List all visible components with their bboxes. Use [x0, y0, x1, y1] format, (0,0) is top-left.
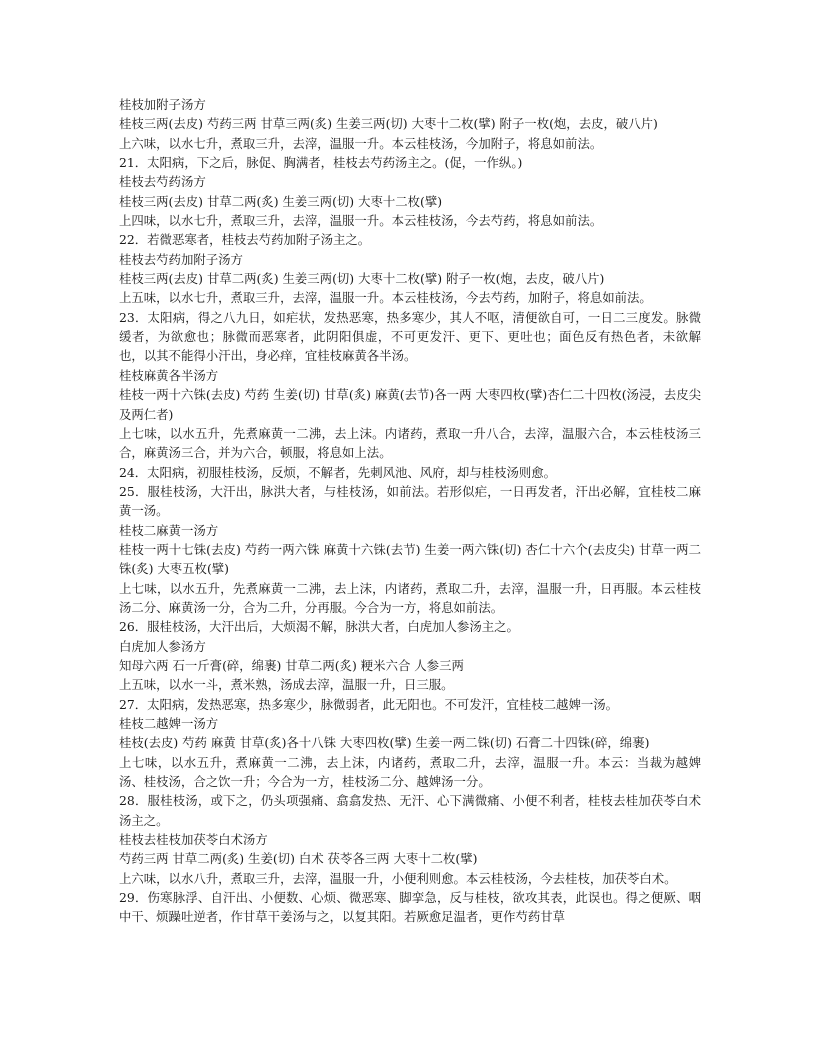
document-page — [119, 95, 701, 927]
clause-line: 24．太阳病，初服桂枝汤，反烦，不解者，先刺风池、风府，却与桂枝汤则愈。 — [119, 464, 557, 480]
instruction-line: 上六味，以水七升，煮取三升，去滓，温服一升。本云桂枝汤，今加附子，将息如前法。 — [119, 135, 603, 151]
ingredients-line: 桂枝(去皮) 芍药 麻黄 甘草(炙)各十八铢 大枣四枚(擘) 生姜一两二铢(切) 石膏二十四铢(碎，绵裹) — [119, 735, 650, 751]
instruction-line: 上七味，以水五升，煮麻黄一二沸，去上沫，内诸药，煮取二升，去滓，温服一升。本云：当裁为越婢汤、桂枝汤，合之饮一升；今合为一方，桂枝汤二分、越婢汤一分。 — [119, 754, 701, 790]
instruction-line: 上七味，以水五升，先煮麻黄一二沸，去上沫。内诸药，煮取一升八合，去滓，温服六合，本云桂枝汤三合，麻黄汤三合，并为六合，顿服，将息如上法。 — [119, 425, 701, 461]
instruction-line: 上七味，以水五升，先煮麻黄一二沸，去上沫，内诸药，煮取二升，去滓，温服一升，日再服。本云桂枝汤二分、麻黄汤一分，合为二升，分再服。今合为一方，将息如前法。 — [119, 580, 701, 615]
ingredients-line: 芍药三两 甘草二两(炙) 生姜(切) 白术 茯苓各三两 大枣十二枚(擘) — [119, 851, 478, 867]
ingredients-line: 桂枝一两十七铢(去皮) 芍药一两六铢 麻黄十六铢(去节) 生姜一两六铢(切) 杏仁十六个(去皮尖) 甘草一两二铢(炙) 大枣五枚(擘) — [119, 541, 701, 577]
clause-line: 22．若微恶寒者，桂枝去芍药加附子汤主之。 — [119, 232, 371, 248]
instruction-line: 上五味，以水一斗，煮米熟，汤成去滓，温服一升，日三服。 — [119, 677, 454, 693]
section-heading: 白虎加人参汤方 — [119, 638, 206, 654]
section-heading: 桂枝去桂枝加茯苓白术汤方 — [119, 832, 268, 848]
section-heading: 桂枝加附子汤方 — [119, 97, 206, 112]
clause-line: 28．服桂枝汤，或下之，仍头项强痛、翕翕发热、无汗、心下满微痛、小便不利者，桂枝去桂加茯苓白术汤主之。 — [119, 793, 701, 828]
section-heading: 桂枝去芍药加附子汤方 — [119, 251, 243, 267]
clause-line: 26．服桂枝汤，大汗出后，大烦渴不解，脉洪大者，白虎加人参汤主之。 — [119, 619, 519, 635]
ingredients-line: 知母六两 石一斤膏(碎，绵裹) 甘草二两(炙) 粳米六合 人参三两 — [119, 657, 464, 673]
section-heading: 桂枝去芍药汤方 — [119, 174, 206, 190]
clause-line: 29．伤寒脉浮、自汗出、小便数、心烦、微恶寒、脚挛急，反与桂枝，欲攻其表，此误也。得之便厥、咽中干、烦躁吐逆者，作甘草干姜汤与之，以复其阳。若厥愈足温者，更作芍药甘草 — [119, 890, 701, 925]
clause-line: 25．服桂枝汤，大汗出，脉洪大者，与桂枝汤，如前法。若形似疟，一日再发者，汗出必解，宜桂枝二麻黄一汤。 — [119, 483, 701, 519]
ingredients-line: 桂枝三两(去皮) 芍药三两 甘草三两(炙) 生姜三两(切) 大枣十二枚(擘) 附子一枚(炮，去皮，破八片) — [119, 116, 658, 132]
clause-line: 27．太阳病，发热恶寒，热多寒少，脉微弱者，此无阳也。不可发汗，宜桂枝二越婢一汤。 — [119, 696, 619, 712]
clause-line: 23．太阳病，得之八九日，如疟状，发热恶寒，热多寒少，其人不呕，清便欲自可，一日二三度发。脉微缓者，为欲愈也；脉微而恶寒者，此阴阳俱虚，不可更发汗、更下、更吐也；面色反有热色者，未欲解也，以其不能得小汗出，身必痒，宜桂枝麻黄各半汤。 — [119, 309, 701, 364]
instruction-line: 上六味，以水八升，煮取三升，去滓，温服一升，小便利则愈。本云桂枝汤，今去桂枝，加茯苓白术。 — [119, 870, 677, 886]
instruction-line: 上四味，以水七升，煮取三升，去滓，温服一升。本云桂枝汤，今去芍药，将息如前法。 — [119, 213, 603, 229]
ingredients-line: 桂枝三两(去皮) 甘草二两(炙) 生姜三两(切) 大枣十二枚(擘) 附子一枚(炮，去皮，破八片) — [119, 271, 605, 287]
section-heading: 桂枝麻黄各半汤方 — [119, 367, 219, 383]
section-heading: 桂枝二麻黄一汤方 — [119, 522, 219, 538]
clause-line: 21．太阳病，下之后，脉促、胸满者，桂枝去芍药汤主之。(促，一作纵。) — [119, 155, 523, 171]
ingredients-line: 桂枝三两(去皮) 甘草二两(炙) 生姜三两(切) 大枣十二枚(擘) — [119, 193, 443, 209]
section-heading: 桂枝二越婢一汤方 — [119, 716, 219, 731]
ingredients-line: 桂枝一两十六铢(去皮) 芍药 生姜(切) 甘草(炙) 麻黄(去节)各一两 大枣四枚(擘)杏仁二十四枚(汤浸，去皮尖及两仁者) — [119, 387, 701, 422]
instruction-line: 上五味，以水七升，煮取三升，去滓，温服一升。本云桂枝汤，今去芍药，加附子，将息如前法。 — [119, 290, 652, 306]
